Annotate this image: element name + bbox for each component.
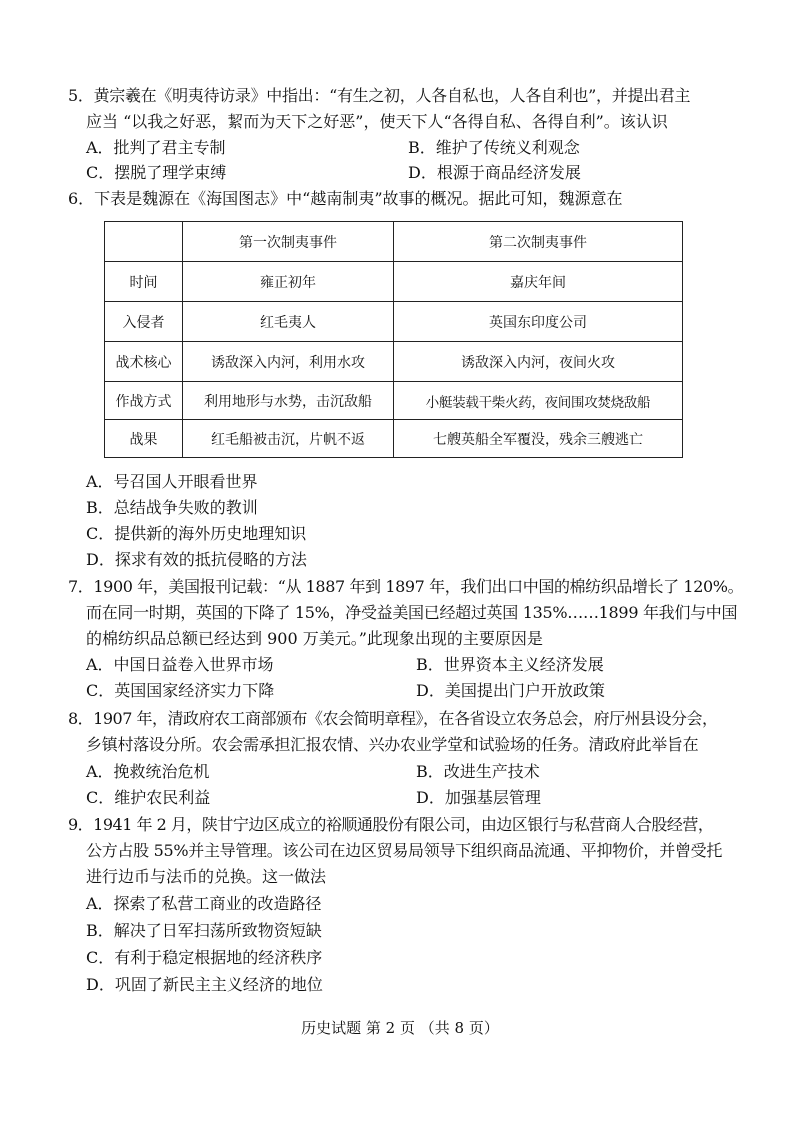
table-cell: 七艘英船全军覆没，残余三艘逃亡 (394, 420, 683, 458)
question-7-stem-line-3: 的棉纺织品总额已经达到 900 万美元。”此现象出现的主要原因是 (86, 629, 543, 648)
table-cell: 红毛夷人 (183, 302, 394, 342)
question-8-stem-line-2: 乡镇村落设分所。农会需承担汇报农情、兴办农业学堂和试验场的任务。清政府此举旨在 (86, 735, 699, 754)
question-7-option-b[interactable]: B．世界资本主义经济发展 (416, 655, 604, 674)
question-9-option-a[interactable]: A．探索了私营工商业的改造路径 (86, 894, 322, 913)
page-footer: 历史试题 第 2 页 （共 8 页） (301, 1019, 499, 1037)
table-header-row (105, 222, 683, 262)
question-9-stem-line-1: 9．1941 年 2 月，陕甘宁边区成立的裕顺通股份有限公司，由边区银行与私营商人合股经营， (68, 815, 714, 834)
table-row (105, 262, 683, 302)
question-5-option-b[interactable]: B．维护了传统义利观念 (408, 138, 580, 157)
table-row (105, 382, 683, 420)
question-7-option-c[interactable]: C．英国国家经济实力下降 (86, 681, 275, 700)
table-cell: 嘉庆年间 (394, 262, 683, 302)
question-9-option-c[interactable]: C．有利于稳定根据地的经济秩序 (86, 948, 323, 967)
question-7-stem-line-2: 而在同一时期，英国的下降了 15%，净受益美国已经超过英国 135%……1899 年我们与中国 (86, 603, 738, 622)
question-5-option-a[interactable]: A．批判了君主专制 (86, 138, 226, 157)
question-9-stem-line-3: 进行边币与法币的兑换。这一做法 (86, 867, 327, 886)
table-header-cell: 第二次制夷事件 (394, 222, 683, 262)
table-cell: 利用地形与水势，击沉敌船 (183, 382, 394, 420)
table-cell: 英国东印度公司 (394, 302, 683, 342)
table-cell: 雍正初年 (183, 262, 394, 302)
question-9-option-d[interactable]: D．巩固了新民主主义经济的地位 (86, 975, 323, 994)
table-row-label: 战果 (105, 420, 183, 458)
question-7-option-d[interactable]: D．美国提出门户开放政策 (416, 681, 605, 700)
question-8-option-a[interactable]: A．挽救统治危机 (86, 762, 210, 781)
question-9-option-b[interactable]: B．解决了日军扫荡所致物资短缺 (86, 921, 322, 940)
question-8-option-c[interactable]: C．维护农民利益 (86, 788, 211, 807)
question-6-option-d[interactable]: D．探求有效的抵抗侵略的方法 (86, 550, 307, 569)
comparison-table (104, 221, 683, 458)
question-8-option-b[interactable]: B．改进生产技术 (416, 762, 540, 781)
question-6-option-a[interactable]: A．号召国人开眼看世界 (86, 472, 258, 491)
table-row-label: 时间 (105, 262, 183, 302)
table-row (105, 342, 683, 382)
question-8-stem-line-1: 8．1907 年，清政府农工商部颁布《农会简明章程》，在各省设立农务总会，府厅州县设分会， (68, 709, 718, 728)
table-cell: 诱敌深入内河，夜间火攻 (394, 342, 683, 382)
table-row-label: 作战方式 (105, 382, 183, 420)
table-row-label: 入侵者 (105, 302, 183, 342)
table-header-cell (105, 222, 183, 262)
question-7-stem-line-1: 7．1900 年，美国报刊记载：“从 1887 年到 1897 年，我们出口中国的棉纺织品增长了 120%。 (68, 577, 744, 596)
question-8-option-d[interactable]: D．加强基层管理 (416, 788, 541, 807)
question-5-stem-line-1: 5．黄宗羲在《明夷待访录》中指出：“有生之初，人各自私也，人各自利也”，并提出君主 (68, 86, 691, 105)
table-row-label: 战术核心 (105, 342, 183, 382)
table-cell: 小艇装载干柴火药，夜间围攻焚烧敌船 (394, 382, 683, 420)
table-row (105, 420, 683, 458)
table-row (105, 302, 683, 342)
question-5-option-c[interactable]: C．摆脱了理学束缚 (86, 163, 227, 182)
question-5-option-d[interactable]: D．根源于商品经济发展 (408, 163, 581, 182)
question-9-stem-line-2: 公方占股 55%并主导管理。该公司在边区贸易局领导下组织商品流通、平抑物价，并曾受托 (86, 841, 723, 860)
question-6-option-b[interactable]: B．总结战争失败的教训 (86, 498, 258, 517)
table-cell: 红毛船被击沉，片帆不返 (183, 420, 394, 458)
question-6-stem-line-1: 6．下表是魏源在《海国图志》中“越南制夷”故事的概况。据此可知，魏源意在 (68, 189, 623, 208)
question-5-stem-line-2: 应当 “以我之好恶，絜而为天下之好恶”，使天下人“各得自私、各得自利”。该认识 (86, 112, 668, 131)
table-header-cell: 第一次制夷事件 (183, 222, 394, 262)
table-cell: 诱敌深入内河，利用水攻 (183, 342, 394, 382)
question-7-option-a[interactable]: A．中国日益卷入世界市场 (86, 655, 274, 674)
question-6-option-c[interactable]: C．提供新的海外历史地理知识 (86, 524, 307, 543)
